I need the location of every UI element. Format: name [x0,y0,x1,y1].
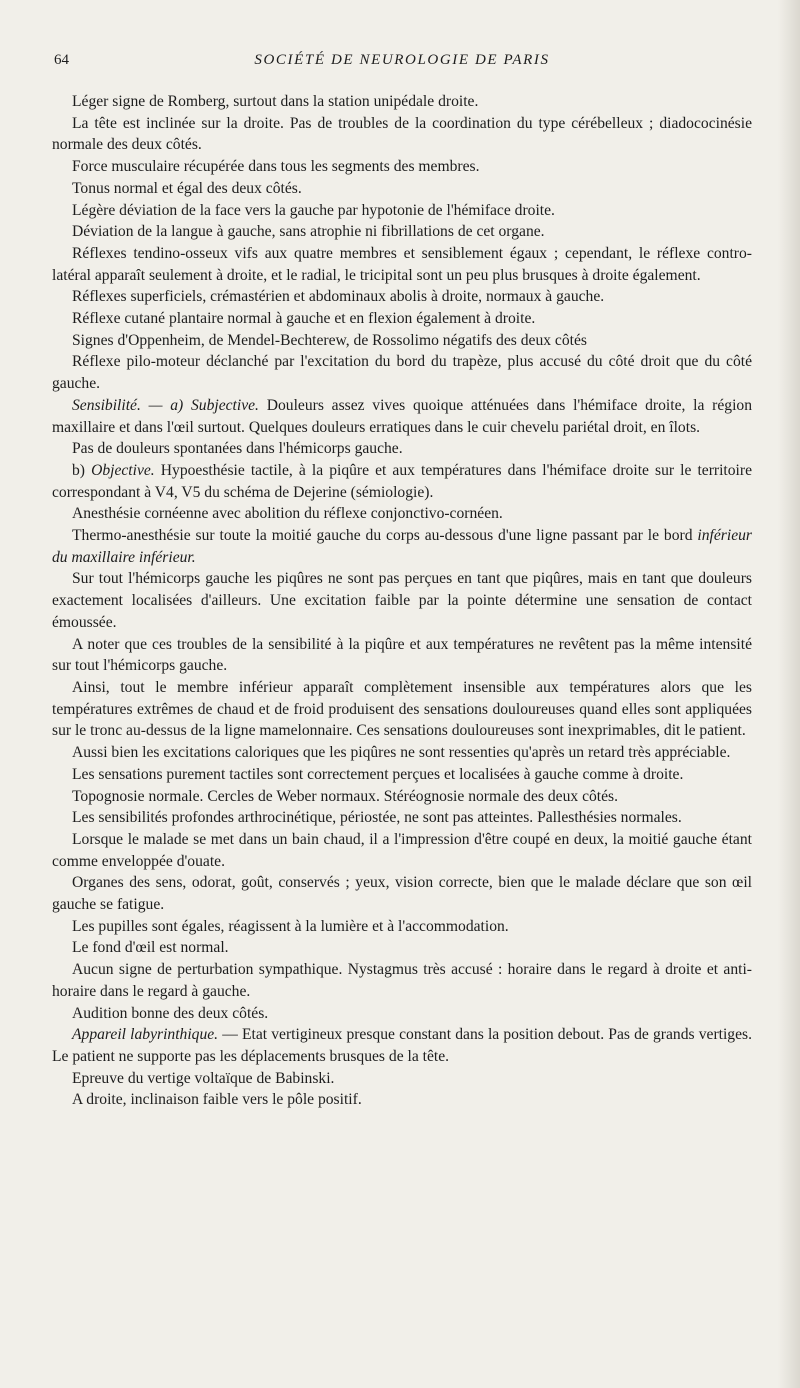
paragraph: Les pupilles sont égales, réagissent à la lumière et à l'accommodation. [72,917,509,935]
paragraph: Réflexe pilo-moteur déclanché par l'excitation du bord du trapèze, plus accusé du côté droit que du côté gauche. [52,353,752,393]
body-text [52,91,752,1111]
paragraph: Topognosie normale. Cercles de Weber normaux. Stéréognosie normale des deux côtés. [72,787,619,805]
paragraph: Le fond d'œil est normal. [72,939,229,957]
paragraph: Réflexe cutané plantaire normal à gauche et en flexion également à droite. [72,310,536,328]
paragraph: Aussi bien les excitations caloriques que les piqûres ne sont ressenties qu'après un retard très appréciable. [72,744,731,762]
paragraph: Tonus normal et égal des deux côtés. [72,179,302,197]
paragraph: Aucun signe de perturbation sympathique. Nystagmus très accusé : horaire dans le regard à droite et anti-horaire dans le regard à gauche. [52,961,752,1000]
paragraph: A noter que ces troubles de la sensibilité à la piqûre et aux températures ne revêtent pas la même intensité sur tout l'hémicorps gauche. [52,635,752,675]
paragraph: Appareil labyrinthique. — Etat vertigineux presque constant dans la position debout. Pas de grands vertiges. Le patient ne supporte pas les déplacements brusques de la tête. [52,1026,752,1065]
paragraph: Léger signe de Romberg, surtout dans la station unipédale droite. [72,93,479,110]
page-header [52,52,752,78]
italic-phrase: inférieur du maxillaire inférieur. [52,527,752,566]
paragraph: b) Objective. Hypoesthésie tactile, à la piqûre et aux températures dans l'hémiface droite sur le territoire correspondant à V4, V5 du schéma de Dejerine (sémiologie). [52,461,752,501]
facing-page-edge [778,0,800,1388]
paragraph: Pas de douleurs spontanées dans l'hémicorps gauche. [72,440,403,458]
subheading: Objective. [91,461,155,479]
paragraph: Force musculaire récupérée dans tous les segments des membres. [72,158,480,176]
running-title: SOCIÉTÉ DE NEUROLOGIE DE PARIS [254,52,550,68]
paragraph: Epreuve du vertige voltaïque de Babinski. [72,1069,335,1087]
paragraph: Organes des sens, odorat, goût, conservés ; yeux, vision correcte, bien que le malade déclare que son œil gauche se fatigue. [52,874,752,914]
paragraph: La tête est inclinée sur la droite. Pas de troubles de la coordination du type cérébelleux ; diadococinésie normale des deux côtés. [52,114,752,154]
paragraph: Ainsi, tout le membre inférieur apparaît complètement insensible aux températures alors que les températures extrêmes de chaud et de froid produisent des sensations douloureuses quand elles sont appliquées sur le tronc au-dessus de la ligne mamelonnaire. Ces sensations douloureuses sont inexprimables, dit le patient. [52,678,752,740]
paragraph: Thermo-anesthésie sur toute la moitié gauche du corps au-dessous d'une ligne passant par le bord inférieur du maxillaire inférieur. [52,527,752,566]
paragraph: Audition bonne des deux côtés. [72,1004,269,1022]
paragraph: Légère déviation de la face vers la gauche par hypotonie de l'hémiface droite. [72,201,555,219]
section-heading: Sensibilité. — a) Subjective. [72,396,259,414]
paragraph: Signes d'Oppenheim, de Mendel-Bechterew, de Rossolimo négatifs des deux côtés [72,331,587,349]
paragraph: Les sensations purement tactiles sont correctement perçues et localisées à gauche comme à droite. [72,765,684,783]
paragraph: Anesthésie cornéenne avec abolition du réflexe conjonctivo-cornéen. [72,505,503,523]
paragraph: Réflexes tendino-osseux vifs aux quatre membres et sensiblement égaux ; cependant, le réflexe contro-latéral apparaît seulement à droite, et le radial, le tricipital sont un peu plus brusques à droite également. [52,244,752,284]
paragraph: Déviation de la langue à gauche, sans atrophie ni fibrillations de cet organe. [72,223,545,241]
paragraph: A droite, inclinaison faible vers le pôle positif. [72,1091,362,1109]
paragraph: Sur tout l'hémicorps gauche les piqûres ne sont pas perçues en tant que piqûres, mais en tant que douleurs exactement localisées d'ailleurs. Une excitation faible par la pointe détermine une sensation de contact émoussée. [52,570,752,631]
paragraph: Les sensibilités profondes arthrocinétique, périostée, ne sont pas atteintes. Pallesthésies normales. [72,809,682,827]
page-number: 64 [54,52,69,68]
paragraph: Lorsque le malade se met dans un bain chaud, il a l'impression d'être coupé en deux, la moitié gauche étant comme enveloppée d'ouate. [52,830,752,870]
section-heading: Appareil labyrinthique. [72,1026,219,1044]
paragraph: Sensibilité. — a) Subjective. Douleurs assez vives quoique atténuées dans l'hémiface droite, la région maxillaire et dans l'œil surtout. Quelques douleurs erratiques dans le cuir chevelu pariétal droit, en îlots. [52,396,752,436]
paragraph: Réflexes superficiels, crémastérien et abdominaux abolis à droite, normaux à gauche. [72,288,605,306]
